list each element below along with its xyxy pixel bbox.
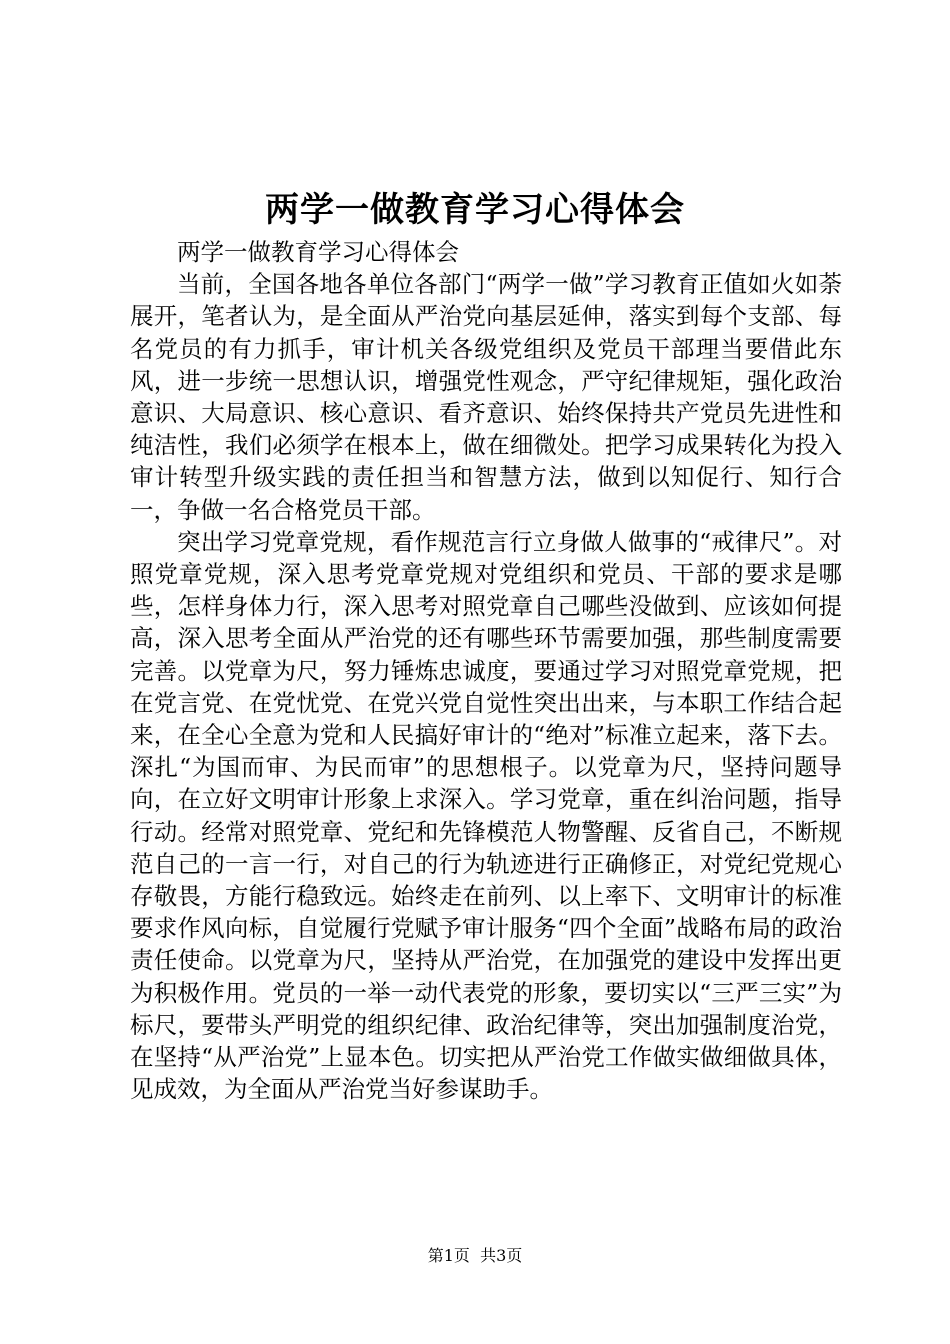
page-footer <box>0 1246 950 1266</box>
paragraph-subtitle: 两学一做教育学习心得体会 <box>177 238 459 266</box>
document-body <box>130 236 842 1105</box>
page-total: 共3页 <box>480 1246 523 1265</box>
page-number: 第1页 <box>427 1246 470 1265</box>
footer-gap <box>470 1246 480 1265</box>
paragraph-intro: 当前，全国各地各单位各部门“两学一做”学习教育正值如火如荼展开，笔者认为，是全面从严治党向基层延伸，落实到每个支部、每名党员的有力抓手，审计机关各级党组织及党员干部理当要借此东风，进一步统一思想认识，增强党性观念，严守纪律规矩，强化政治意识、大局意识、核心意识、看齐意识、始终保持共产党员先进性和纯洁性，我们必须学在根本上，做在细微处。把学习成果转化为投入审计转型升级实践的责任担当和智慧方法，做到以知促行、知行合一，争做一名合格党员干部。 <box>130 270 842 524</box>
document-title: 两学一做教育学习心得体会 <box>265 190 685 230</box>
paragraph-party-constitution: 突出学习党章党规，看作规范言行立身做人做事的“戒律尺”。对照党章党规，深入思考党章党规对党组织和党员、干部的要求是哪些，怎样身体力行，深入思考对照党章自己哪些没做到、应该如何提高，深入思考全面从严治党的还有哪些环节需要加强，那些制度需要完善。以党章为尺，努力锤炼忠诚度，要通过学习对照党章党规，把在党言党、在党忧党、在党兴党自觉性突出出来，与本职工作结合起来，在全心全意为党和人民搞好审计的“绝对”标准立起来，落下去。深扎“为国而审、为民而审”的思想根子。以党章为尺，坚持问题导向，在立好文明审计形象上求深入。学习党章，重在纠治问题，指导行动。经常对照党章、党纪和先锋模范人物警醒、反省自己，不断规范自己的一言一行，对自己的行为轨迹进行正确修正，对党纪党规心存敬畏，方能行稳致远。始终走在前列、以上率下、文明审计的标准要求作风向标，自觉履行党赋予审计服务“四个全面”战略布局的政治责任使命。以党章为尺，坚持从严治党，在加强党的建设中发挥出更为积极作用。党员的一举一动代表党的形象，要切实以“三严三实”为标尺，要带头严明党的组织纪律、政治纪律等，突出加强制度治党，在坚持“从严治党”上显本色。切实把从严治党工作做实做细做具体，见成效，为全面从严治党当好参谋助手。 <box>130 527 842 1104</box>
